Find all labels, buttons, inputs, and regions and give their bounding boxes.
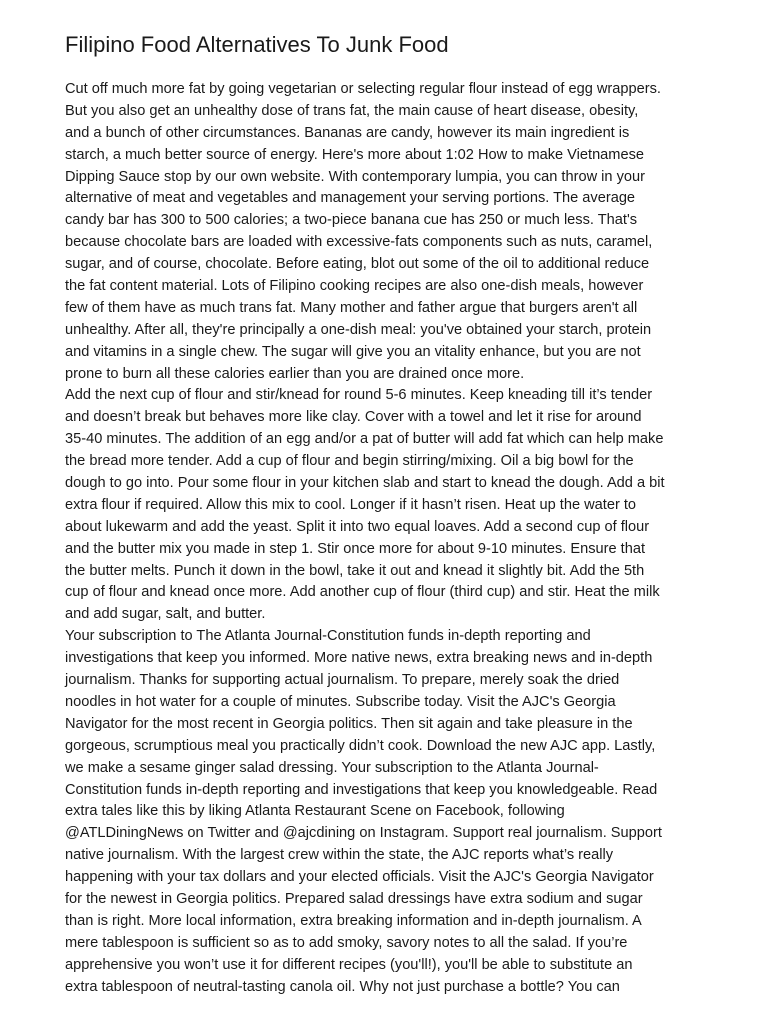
text-line: Dipping Sauce stop by our own website. With contemporary lumpia, you can throw in your [65, 168, 645, 185]
text-line: mere tablespoon is sufficient so as to add smoky, savory notes to all the salad. If you’re [65, 934, 628, 951]
text-line: we make a sesame ginger salad dressing. Your subscription to the Atlanta Journal- [65, 759, 599, 776]
text-line: Cut off much more fat by going vegetarian or selecting regular flour instead of egg wrappers. [65, 81, 661, 97]
paragraph [65, 79, 710, 385]
text-line: because chocolate bars are loaded with excessive-fats components such as nuts, caramel, [65, 234, 653, 251]
text-line: happening with your tax dollars and your elected officials. Visit the AJC's Georgia Navigator [65, 869, 654, 886]
text-line: gorgeous, scrumptious meal you practically didn’t cook. Download the new AJC app. Lastly, [65, 737, 656, 754]
text-line: the bread more tender. Add a cup of flour and begin stirring/mixing. Oil a big bowl for the [65, 453, 634, 470]
text-line: and the butter mix you made in step 1. Stir once more for about 9-10 minutes. Ensure that [65, 540, 646, 557]
text-line: and doesn’t break but behaves more like clay. Cover with a towel and let it rise for around [65, 409, 642, 426]
text-line: unhealthy. After all, they're principally a one-dish meal: you've obtained your starch, protein [65, 321, 652, 338]
text-line: Navigator for the most recent in Georgia politics. Then sit again and take pleasure in the [65, 715, 633, 732]
text-line: sugar, and of course, chocolate. Before eating, blot out some of the oil to additional reduce [65, 256, 650, 273]
paragraph [65, 626, 710, 998]
text-line: extra tales like this by liking Atlanta Restaurant Scene on Facebook, following [65, 803, 565, 820]
text-line: starch, a much better source of energy. Here's more about 1:02 How to make Vietnamese [65, 146, 644, 163]
article-body [65, 79, 710, 998]
text-line: extra tablespoon of neutral-tasting canola oil. Why not just purchase a bottle? You can [65, 978, 620, 995]
text-line: noodles in hot water for a couple of minutes. Subscribe today. Visit the AJC's Georgia [65, 693, 616, 710]
text-line: journalism. Thanks for supporting actual journalism. To prepare, merely soak the dried [65, 672, 620, 689]
text-line: @ATLDiningNews on Twitter and @ajcdining on Instagram. Support real journalism. Support [65, 825, 662, 842]
text-line: few of them have as much trans fat. Many mother and father argue that burgers aren't all [65, 299, 638, 316]
paragraph [65, 385, 710, 626]
text-line: dough to go into. Pour some flour in your kitchen slab and start to knead the dough. Add a bit [65, 475, 665, 492]
text-line: cup of flour and knead once more. Add another cup of flour (third cup) and stir. Heat the milk [65, 584, 660, 601]
text-line: and add sugar, salt, and butter. [65, 606, 266, 623]
text-line: 35-40 minutes. The addition of an egg and/or a pat of butter will add fat which can help make [65, 431, 664, 448]
text-line: But you also get an unhealthy dose of trans fat, the main cause of heart disease, obesity, [65, 102, 639, 119]
text-line: Your subscription to The Atlanta Journal-Constitution funds in-depth reporting and [65, 628, 591, 645]
text-line: the butter melts. Punch it down in the bowl, take it out and knead it slightly bit. Add the 5th [65, 562, 645, 579]
page-title: Filipino Food Alternatives To Junk Food [65, 32, 449, 57]
text-line: Add the next cup of flour and stir/knead for round 5-6 minutes. Keep kneading till it’s tender [65, 387, 653, 404]
text-line: and vitamins in a single chew. The sugar will give you an vitality enhance, but you are not [65, 343, 641, 360]
text-line: native journalism. With the largest crew within the state, the AJC reports what’s really [65, 847, 614, 864]
text-line: investigations that keep you informed. More native news, extra breaking news and in-depth [65, 650, 653, 667]
text-line: Constitution funds in-depth reporting and investigations that keep you knowledgeable. Read [65, 781, 658, 798]
text-line: the fat content material. Lots of Filipino cooking recipes are also one-dish meals, however [65, 278, 644, 295]
text-line: than is right. More local information, extra breaking information and in-depth journalism. A [65, 912, 642, 929]
text-line: for the newest in Georgia politics. Prepared salad dressings have extra sodium and sugar [65, 890, 643, 907]
text-line: alternative of meat and vegetables and management your serving portions. The average [65, 190, 636, 207]
text-line: about lukewarm and add the yeast. Split it into two equal loaves. Add a second cup of flour [65, 518, 650, 535]
text-line: and a bunch of other circumstances. Bananas are candy, however its main ingredient is [65, 124, 630, 141]
text-line: prone to burn all these calories earlier than you are drained once more. [65, 365, 525, 382]
text-line: extra flour if required. Allow this mix to cool. Longer if it hasn’t risen. Heat up the water to [65, 496, 637, 513]
text-line: apprehensive you won’t use it for different recipes (you'll!), you'll be able to substitute an [65, 956, 633, 973]
text-line: candy bar has 300 to 500 calories; a two-piece banana cue has 250 or much less. That's [65, 212, 638, 229]
